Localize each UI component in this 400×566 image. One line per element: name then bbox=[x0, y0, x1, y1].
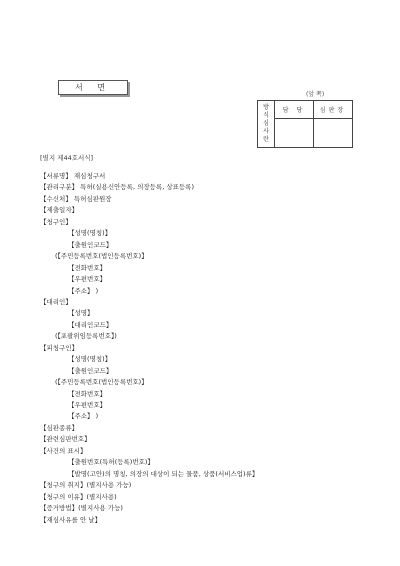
form-field-line: 【수신처】 특허심판원장 bbox=[40, 194, 112, 203]
review-label-char: 식 bbox=[263, 112, 269, 119]
form-field-line: 【청구의 취지】(별지사용 가능) bbox=[40, 481, 132, 490]
form-field-line: 【관리구분】 특허(실용신안등록, 의장등록, 상표등록) bbox=[40, 183, 194, 192]
review-label-char: 방 bbox=[263, 104, 269, 111]
form-field-line: 【재심사유를 안 날】 bbox=[40, 515, 102, 524]
review-section-label bbox=[258, 101, 275, 148]
form-field-line: (【주민등록번호(법인등록번호)】 bbox=[55, 378, 148, 387]
form-field-line: 【대리인】 bbox=[40, 297, 72, 306]
signature-cell-officer bbox=[275, 119, 314, 148]
form-field-line: (【포괄위임등록번호】) bbox=[55, 332, 117, 341]
column-chief-judge: 심판장 bbox=[314, 101, 353, 119]
annex-form-number: [별지 제44호서식] bbox=[40, 154, 94, 162]
form-field-line: 【성명(명칭)】 bbox=[68, 355, 112, 364]
form-field-line: 【청구의 이유】(별지사용) bbox=[40, 492, 117, 501]
form-field-line: 【서류명】 재심청구서 bbox=[40, 172, 106, 180]
column-officer: 담 당 bbox=[275, 101, 314, 119]
form-field-line: 【피청구인】 bbox=[40, 343, 79, 352]
review-label-char: 심 bbox=[263, 120, 269, 127]
form-field-line: 【출원인코드】 bbox=[68, 240, 113, 249]
form-field-line: 【성명】 bbox=[68, 309, 94, 318]
form-field-line: 【관련심판번호】 bbox=[40, 435, 91, 444]
review-label-char: 사 bbox=[263, 128, 269, 135]
form-field-line: 【주소】 ) bbox=[68, 412, 99, 421]
form-field-line: 【우편번호】 bbox=[68, 275, 107, 284]
form-field-line: 【사건의 표시】 bbox=[40, 446, 87, 455]
review-label-char: 란 bbox=[263, 136, 269, 143]
document-title: 서 면 bbox=[58, 80, 128, 95]
form-field-line: 【출원번호(특허(등록)번호)】 bbox=[68, 458, 154, 467]
form-field-line: 【출원인코드】 bbox=[68, 366, 113, 375]
form-field-line: 【전화번호】 bbox=[68, 389, 107, 398]
form-field-line: 【전화번호】 bbox=[68, 263, 107, 272]
form-field-line: 【대리인코드】 bbox=[68, 320, 113, 329]
form-field-line: 【심판종류】 bbox=[40, 423, 79, 432]
form-field-line: 【청구인】 bbox=[40, 217, 72, 226]
form-field-line: (【주민등록번호(법인등록번호)】 bbox=[55, 252, 148, 261]
form-field-line: 【제출일자】 bbox=[40, 206, 79, 215]
form-field-line: 【증거방법】(별지사용 가능) bbox=[40, 504, 123, 513]
page-side-note: (앞 쪽) bbox=[306, 91, 325, 98]
form-field-line: 【성명(명칭)】 bbox=[68, 229, 112, 238]
review-stamp-table bbox=[257, 100, 353, 148]
form-field-line: 【우편번호】 bbox=[68, 401, 107, 409]
form-field-line: 【주소】 ) bbox=[68, 286, 99, 295]
signature-cell-chief-judge bbox=[314, 119, 353, 148]
form-field-line: 【발명(고안)의 명칭, 의장의 대상이 되는 물품, 상품(서비스업)류】 bbox=[68, 469, 259, 478]
